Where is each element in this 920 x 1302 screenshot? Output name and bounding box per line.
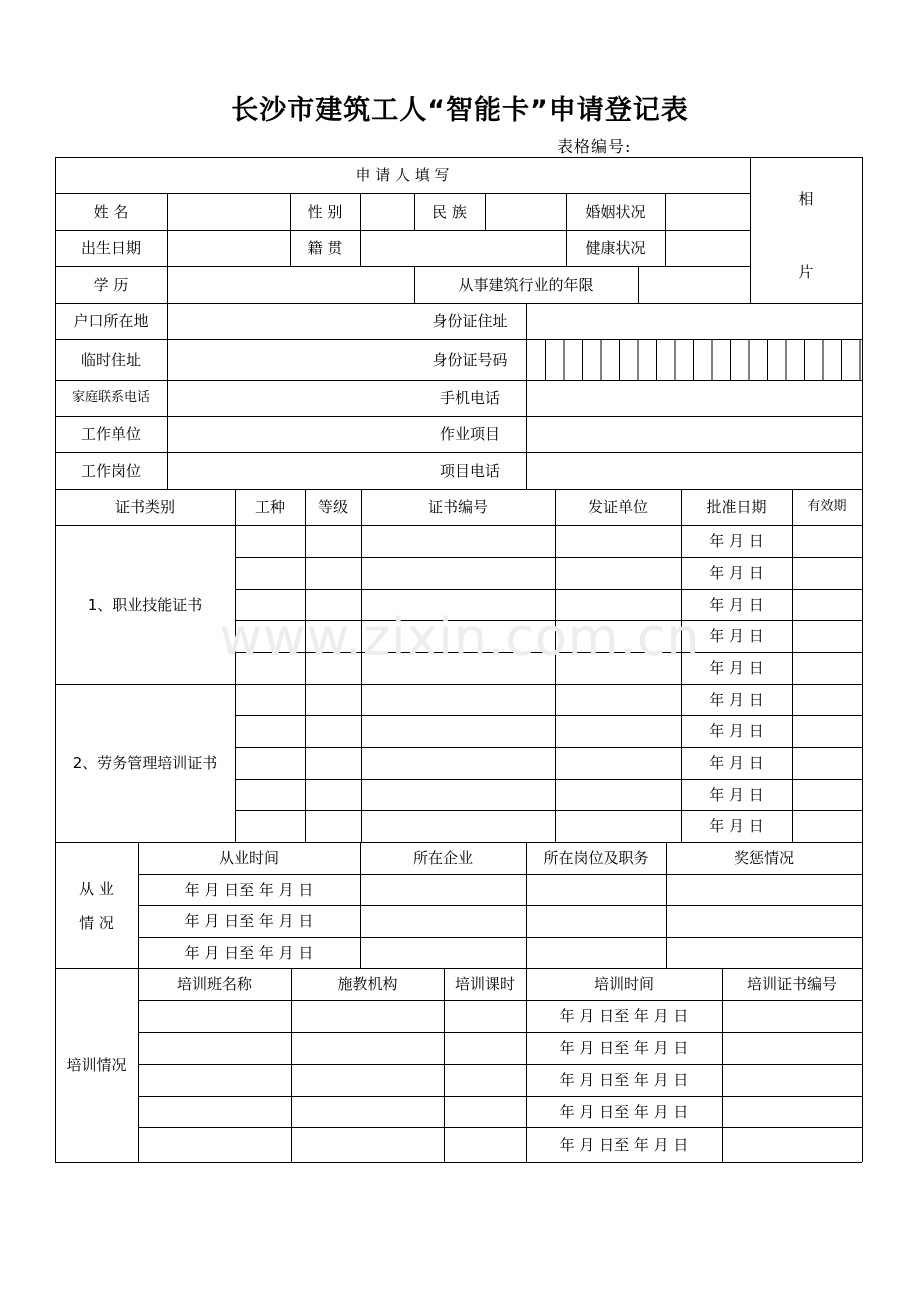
training-period: 年 月 日至 年 月 日 [559,1102,689,1121]
photo-label-top: 相 [798,189,814,208]
employment-header-2: 所在岗位及职务 [543,849,649,867]
training-header-2: 培训课时 [454,975,515,993]
health-status-label: 健康状况 [585,239,646,257]
cert-approval-date: 年 月 日 [709,754,764,772]
watermark: www.zixin.com.cn [219,608,701,668]
employment-label-line2: 情 况 [79,913,114,932]
cert-approval-date: 年 月 日 [709,722,764,740]
training-period: 年 月 日至 年 月 日 [559,1039,689,1057]
cert-header-0: 证书类别 [114,498,175,516]
hukou-label: 户口所在地 [73,312,149,330]
photo-label-bottom: 片 [798,262,814,281]
position-label: 工作岗位 [80,461,141,480]
training-header-1: 施教机构 [337,975,398,993]
marital-status-label: 婚姻状况 [585,202,646,221]
employment-period: 年 月 日至 年 月 日 [184,880,314,899]
id-address-label: 身份证住址 [432,312,508,330]
employment-period: 年 月 日至 年 月 日 [184,912,314,930]
training-period: 年 月 日至 年 月 日 [559,1135,689,1154]
form-title: 长沙市建筑工人“智能卡”申请登记表 [231,95,689,126]
training-period: 年 月 日至 年 月 日 [559,1071,689,1089]
home-phone-label: 家庭联系电话 [71,390,150,406]
employment-header-0: 从业时间 [218,849,279,867]
cert-approval-date: 年 月 日 [709,785,764,804]
cert-approval-date: 年 月 日 [709,659,764,677]
cert-header-5: 批准日期 [706,498,767,516]
applicant-section-title: 申 请 人 填 写 [355,166,450,184]
mobile-phone-label: 手机电话 [439,389,500,407]
cert-approval-date: 年 月 日 [709,595,764,614]
cert-header-3: 证书编号 [427,498,488,516]
training-header-4: 培训证书编号 [746,975,837,993]
temp-address-label: 临时住址 [80,350,141,369]
employment-label-line1: 从 业 [79,879,114,898]
education-label: 学 历 [93,275,129,294]
training-label: 培训情况 [66,1056,127,1074]
project-label: 作业项目 [439,425,500,443]
id-number-label: 身份证号码 [432,350,508,369]
cert-header-4: 发证单位 [587,498,648,516]
training-period: 年 月 日至 年 月 日 [559,1007,689,1025]
training-header-3: 培训时间 [593,975,654,993]
name-label: 姓 名 [93,202,129,221]
employment-header-3: 奖惩情况 [733,849,794,867]
cert-category-skill: 1、职业技能证书 [87,595,203,614]
gender-label: 性 别 [307,202,343,221]
cert-approval-date: 年 月 日 [709,564,764,582]
cert-approval-date: 年 月 日 [709,532,764,550]
employment-header-1: 所在企业 [412,849,473,867]
form-number-label: 表格编号: [557,137,632,156]
native-place-label: 籍 贯 [307,239,343,257]
project-phone-label: 项目电话 [439,461,500,480]
cert-category-labor: 2、劳务管理培训证书 [72,754,218,772]
cert-header-2: 等级 [317,498,348,516]
industry-years-label: 从事建筑行业的年限 [458,275,594,294]
employment-period: 年 月 日至 年 月 日 [184,943,314,962]
birth-date-label: 出生日期 [80,239,141,257]
employer-label: 工作单位 [80,425,141,443]
training-header-0: 培训班名称 [176,975,252,993]
cert-header-1: 工种 [254,498,285,516]
ethnicity-label: 民 族 [432,202,467,221]
cert-header-6: 有效期 [807,499,847,515]
cert-approval-date: 年 月 日 [709,690,764,709]
cert-approval-date: 年 月 日 [709,817,764,835]
cert-approval-date: 年 月 日 [709,627,764,645]
